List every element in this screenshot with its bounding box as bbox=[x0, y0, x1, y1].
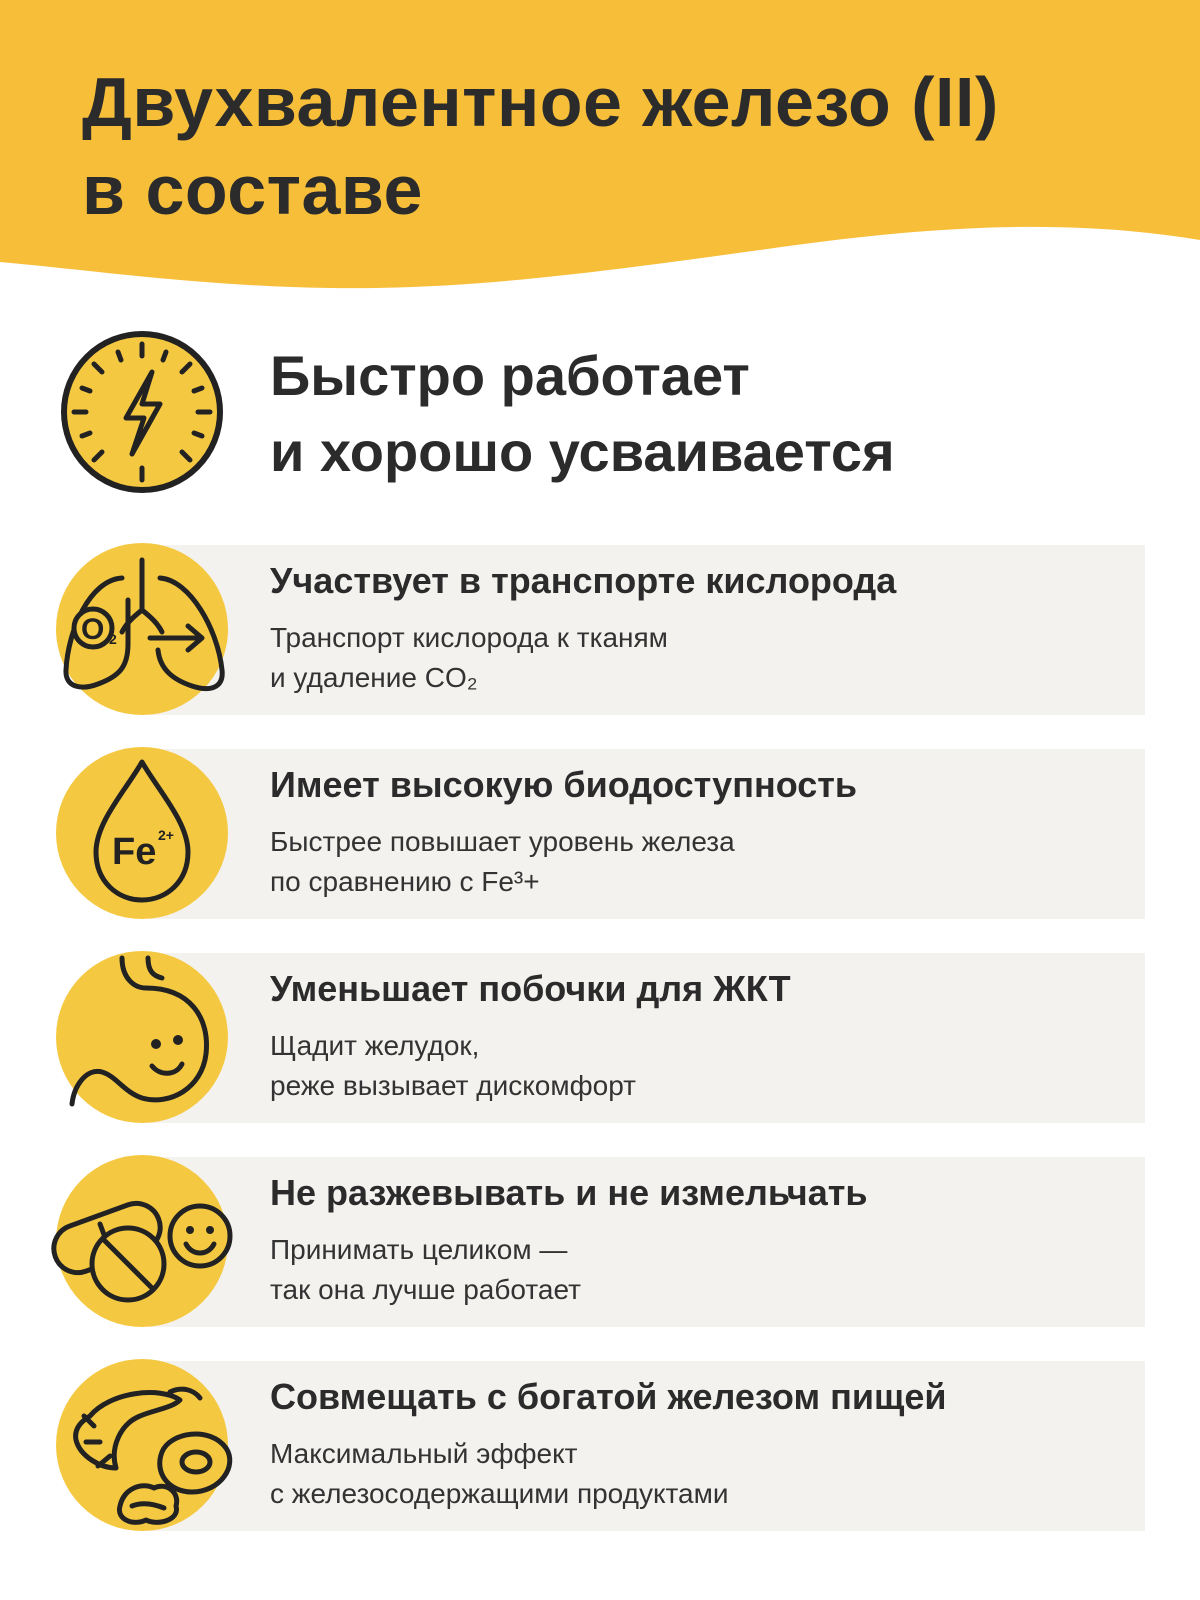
card-title: Уменьшает побочки для ЖКТ bbox=[270, 968, 791, 1009]
benefit-card-bioavailability bbox=[0, 744, 1200, 922]
pills-smile-icon bbox=[50, 1152, 240, 1330]
fe-symbol: Fe bbox=[112, 831, 157, 873]
card-desc-line-1: Транспорт кислорода к тканям bbox=[270, 622, 668, 653]
card-desc-line-2: реже вызывает дискомфорт bbox=[270, 1070, 637, 1101]
title-line-1: Двухвалентное железо (II) bbox=[82, 63, 999, 141]
card-title: Участвует в транспорте кислорода bbox=[270, 560, 897, 601]
card-desc-line-1: Быстрее повышает уровень железа bbox=[270, 826, 735, 857]
benefit-card-swallow bbox=[0, 1152, 1200, 1330]
iron-drop-icon bbox=[50, 744, 240, 922]
hero-heading bbox=[270, 338, 895, 490]
hero-line-2: и хорошо усваивается bbox=[270, 420, 895, 483]
happy-stomach-icon bbox=[50, 948, 240, 1126]
card-description bbox=[270, 1026, 636, 1106]
hero-section bbox=[0, 330, 1200, 500]
card-description bbox=[270, 1434, 729, 1514]
lungs-oxygen-icon bbox=[50, 540, 240, 718]
benefit-card-food bbox=[0, 1356, 1200, 1534]
clock-lightning-icon bbox=[60, 330, 224, 494]
card-description bbox=[270, 618, 668, 698]
card-desc-line-1: Принимать целиком — bbox=[270, 1234, 568, 1265]
iron-rich-food-icon bbox=[50, 1356, 240, 1534]
card-description bbox=[270, 822, 735, 902]
title-line-2: в составе bbox=[82, 151, 423, 229]
card-desc-line-1: Максимальный эффект bbox=[270, 1438, 578, 1469]
card-desc-line-2: и удаление CO₂ bbox=[270, 662, 478, 693]
card-title: Имеет высокую биодоступность bbox=[270, 764, 857, 805]
benefit-card-oxygen bbox=[0, 540, 1200, 718]
page-title bbox=[82, 58, 1162, 234]
fe-charge: 2+ bbox=[158, 827, 174, 843]
o2-symbol: O bbox=[81, 613, 105, 646]
card-desc-line-2: по сравнению с Fe³+ bbox=[270, 866, 540, 897]
card-desc-line-1: Щадит желудок, bbox=[270, 1030, 480, 1061]
card-description bbox=[270, 1230, 581, 1310]
benefit-card-gi bbox=[0, 948, 1200, 1126]
card-title: Не разжевывать и не измельчать bbox=[270, 1172, 868, 1213]
card-title: Совмещать с богатой железом пищей bbox=[270, 1376, 947, 1417]
card-desc-line-2: с железосодержащими продуктами bbox=[270, 1478, 729, 1509]
card-desc-line-2: так она лучше работает bbox=[270, 1274, 581, 1305]
o2-subscript: 2 bbox=[109, 631, 117, 647]
hero-line-1: Быстро работает bbox=[270, 344, 750, 407]
